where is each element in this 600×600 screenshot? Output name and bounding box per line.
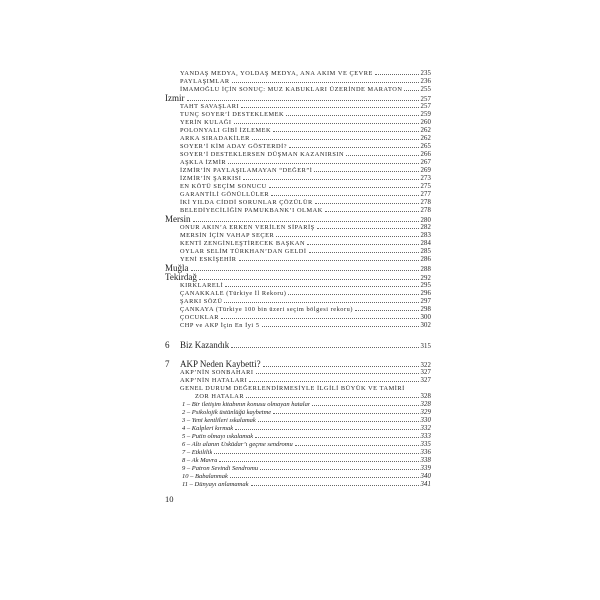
toc-entry <box>165 306 431 314</box>
toc-entry-title: MERSİN İÇİN VAHAP SEÇER <box>180 232 275 239</box>
dot-leader <box>307 244 418 245</box>
toc-entry <box>165 385 431 393</box>
dot-leader <box>219 461 418 462</box>
dot-leader <box>309 252 419 253</box>
toc-entry <box>165 119 431 127</box>
toc-entry <box>165 183 431 191</box>
toc-entry-title: İZMİR’İN ŞARKISI <box>180 175 242 182</box>
toc-entry-page: 260 <box>420 119 431 126</box>
toc-entry <box>165 207 431 215</box>
toc-entry-title: AKP’NİN HATALARI <box>180 376 248 384</box>
toc-entry-page: 284 <box>420 240 431 247</box>
dot-leader <box>404 90 418 91</box>
chapter-title: Biz Kazandık <box>180 340 230 350</box>
toc-entry-title: CHP ve AKP İçin En İyi 5 <box>180 322 260 329</box>
toc-entry <box>165 457 431 465</box>
toc-entry-page: 315 <box>420 342 431 350</box>
dot-leader <box>286 115 418 116</box>
dot-leader <box>262 326 419 327</box>
toc-entry <box>165 290 431 298</box>
toc-entry <box>165 369 431 377</box>
toc-entry <box>165 441 431 449</box>
dot-leader <box>221 318 418 319</box>
dot-leader <box>246 397 418 398</box>
toc-entry-page: 327 <box>420 368 431 376</box>
toc-entry <box>165 433 431 441</box>
toc-entry-title: AŞKLA İZMİR <box>180 159 227 166</box>
toc-entry-title: 10 – Babalanmak <box>182 472 228 480</box>
toc-entry-title: ARKA SIRADAKİLER <box>180 135 250 142</box>
toc-entry-page: 269 <box>420 167 431 174</box>
dot-leader <box>232 82 419 83</box>
toc-entry-page: 262 <box>420 127 431 134</box>
toc-entry-page: 280 <box>420 217 431 224</box>
dot-leader <box>243 179 418 180</box>
toc-entry-page: 298 <box>420 306 431 313</box>
chapter-title: AKP Neden Kaybetti? <box>180 359 261 369</box>
dot-leader <box>295 445 419 446</box>
toc-entry <box>165 191 431 199</box>
toc-entry-title: AKP’NİN SONBAHARI <box>180 368 254 376</box>
toc-entry <box>165 224 431 232</box>
dot-leader <box>231 347 418 348</box>
toc-entry-page: 288 <box>420 266 431 273</box>
dot-leader <box>288 294 418 295</box>
toc-entry-page: 336 <box>420 448 431 456</box>
toc-entry-title: ŞARKI SÖZÜ <box>180 298 223 305</box>
toc-entry-page: 333 <box>420 432 431 440</box>
toc-entry-title: TUNÇ SOYER’İ DESTEKLEMEK <box>180 111 285 118</box>
toc-entry <box>165 449 431 457</box>
toc-entry-page: 282 <box>420 224 431 231</box>
chapter-7-entry <box>165 360 431 369</box>
toc-entry <box>165 175 431 183</box>
toc-entry-page: 300 <box>420 314 431 321</box>
toc-section-title: Muğla <box>165 264 189 273</box>
dot-leader <box>317 228 419 229</box>
dot-leader <box>258 421 419 422</box>
dot-leader <box>263 366 419 367</box>
toc-entry-title: YENİ ESKİŞEHİR <box>180 256 237 263</box>
dot-leader <box>273 413 418 414</box>
toc-entry <box>165 199 431 207</box>
toc-entry <box>165 377 431 385</box>
dot-leader <box>225 286 418 287</box>
dot-leader <box>252 139 419 140</box>
toc-entry-title: 11 – Dünyayı anlamamak <box>182 480 249 488</box>
toc-entry <box>165 111 431 119</box>
toc-entry-page: 266 <box>420 151 431 158</box>
dot-leader <box>230 477 419 478</box>
toc-entry <box>165 314 431 322</box>
toc-entry-page: 328 <box>420 392 431 400</box>
dot-leader <box>325 211 419 212</box>
toc-section-title: Tekirdağ <box>165 273 197 282</box>
dot-leader <box>355 310 419 311</box>
toc-entry-page: 339 <box>420 464 431 472</box>
toc-entry-page: 340 <box>420 472 431 480</box>
toc-entry <box>165 103 431 111</box>
toc-entry-page: 329 <box>420 408 431 416</box>
dot-leader <box>315 203 419 204</box>
toc-entry <box>165 240 431 248</box>
toc-entry-page: 296 <box>420 290 431 297</box>
dot-leader <box>191 270 419 271</box>
toc-entry-page: 257 <box>420 96 431 103</box>
toc-entry-title: KENTİ ZENGİNLEŞTİRECEK BAŞKAN <box>180 240 306 247</box>
toc-entry-title: OYLAR SELİM TÜRKHAN’DAN GELDİ <box>180 248 307 255</box>
toc-entry <box>165 282 431 290</box>
toc-entry-title: POLONYALI GİBİ İZLEMEK <box>180 127 272 134</box>
toc-entry <box>165 167 431 175</box>
toc-entry <box>165 248 431 256</box>
toc-section-mersin <box>165 215 431 224</box>
toc-entry-page: 338 <box>420 456 431 464</box>
toc-entry-page: 265 <box>420 143 431 150</box>
toc-entry-page: 278 <box>420 199 431 206</box>
toc-entry <box>165 159 431 167</box>
toc-entry-page: 277 <box>420 191 431 198</box>
dot-leader <box>241 107 418 108</box>
toc-entry <box>165 78 431 86</box>
toc-entry <box>165 86 431 94</box>
toc-entry-title: 4 – Kalpleri kırmak <box>182 424 234 432</box>
toc-entry <box>165 473 431 481</box>
toc-entry-title: YANDAŞ MEDYA, YOLDAŞ MEDYA, ANA AKIM VE ÇEVRE <box>180 70 373 77</box>
toc-entry-page: 292 <box>420 275 431 282</box>
toc-entry <box>165 417 431 425</box>
toc-entry-page: 295 <box>420 282 431 289</box>
toc-section-izmir <box>165 94 431 103</box>
toc-entry-title: SOYER’İ DESTEKLERSEN DÜŞMAN KAZANIRSIN <box>180 151 345 158</box>
toc-entry-title: KIRKLARELİ <box>180 282 224 289</box>
toc-entry-page: 327 <box>420 376 431 384</box>
dot-leader <box>224 302 418 303</box>
toc-entry-title: 6 – Altı alanın Üsküdar’ı geçme sendromu <box>182 440 293 448</box>
toc-entry <box>165 322 431 330</box>
toc-section-mugla <box>165 264 431 273</box>
page-number: 10 <box>165 494 174 504</box>
toc-entry <box>165 151 431 159</box>
toc-entry-title: GARANTİLİ GÖNÜLLÜLER <box>180 191 270 198</box>
toc-entry-page: 257 <box>420 103 431 110</box>
toc-entry <box>165 481 431 489</box>
toc-entry-page: 335 <box>420 440 431 448</box>
toc-entry <box>165 409 431 417</box>
toc-entry-page: 275 <box>420 183 431 190</box>
toc-entry <box>165 127 431 135</box>
toc-entry <box>165 401 431 409</box>
toc-entry-title: 5 – Putin olmayı ıskalamak <box>182 432 254 440</box>
dot-leader <box>271 195 418 196</box>
toc-entry <box>165 135 431 143</box>
toc-entry-page: 262 <box>420 135 431 142</box>
toc-entry <box>165 143 431 151</box>
dot-leader <box>235 429 418 430</box>
dot-leader <box>276 236 418 237</box>
dot-leader <box>199 279 419 280</box>
toc-entry-page: 235 <box>420 70 431 77</box>
dot-leader <box>251 485 419 486</box>
toc-entry <box>165 70 431 78</box>
dot-leader <box>228 163 418 164</box>
toc-entry-title: 3 – Yeni kentlileri ıskalamak <box>182 416 256 424</box>
toc-entry-page: 236 <box>420 78 431 85</box>
dot-leader <box>375 74 419 75</box>
dot-leader <box>269 187 419 188</box>
toc-entry-title: 9 – Patron Sevindi Sendromu <box>182 464 259 472</box>
dot-leader <box>255 437 418 438</box>
toc-entry <box>165 256 431 264</box>
toc-entry-title: YERİN KULAĞI <box>180 119 232 126</box>
toc-entry-title: 1 – Bir iletişim kitabının konusu olmayan hatalar <box>182 400 311 408</box>
table-of-contents <box>165 70 431 489</box>
toc-entry-title: ÇANAKKALE (Türkiye İl Rekoru) <box>180 290 287 297</box>
dot-leader <box>249 381 418 382</box>
dot-leader <box>346 155 418 156</box>
dot-leader <box>289 147 418 148</box>
chapter-number: 6 <box>165 339 170 350</box>
toc-entry-title: TAHT SAVAŞLARI <box>180 103 240 110</box>
toc-entry-page: 283 <box>420 232 431 239</box>
toc-entry-title: İZMİR’İN PAYLAŞILAMAYAN “DEĞER”İ <box>180 167 313 174</box>
toc-entry <box>165 465 431 473</box>
dot-leader <box>193 221 419 222</box>
toc-entry-title: EN KÖTÜ SEÇİM SONUCU <box>180 183 267 190</box>
dot-leader <box>260 469 418 470</box>
toc-entry-page: 332 <box>420 424 431 432</box>
dot-leader <box>256 373 419 374</box>
chapter-6-entry <box>165 341 431 350</box>
toc-section-tekirdag <box>165 273 431 282</box>
toc-entry <box>165 425 431 433</box>
toc-entry-title: ÇANKAYA (Türkiye 100 bin üzeri seçim bölgesi rekoru) <box>180 306 353 313</box>
toc-entry-page: 328 <box>420 400 431 408</box>
dot-leader <box>312 405 418 406</box>
toc-entry-title: ZOR HATALAR <box>195 392 245 400</box>
dot-leader <box>239 260 419 261</box>
toc-entry-page: 278 <box>420 207 431 214</box>
dot-leader <box>234 123 419 124</box>
toc-entry <box>165 393 431 401</box>
toc-entry-page: 297 <box>420 298 431 305</box>
chapter-number: 7 <box>165 358 170 369</box>
toc-entry-page: 330 <box>420 416 431 424</box>
toc-entry-page: 267 <box>420 159 431 166</box>
toc-entry-page: 273 <box>420 175 431 182</box>
toc-entry-title: BELEDİYECİLİĞİN PAMUKBANK’I OLMAK <box>180 207 323 214</box>
toc-entry-page: 259 <box>420 111 431 118</box>
toc-entry-title: 2 – Psikolojik üstünlüğü kaybetme <box>182 408 272 416</box>
toc-entry-title: 7 – Etkililik <box>182 448 213 456</box>
dot-leader <box>214 453 418 454</box>
toc-entry-page: 285 <box>420 248 431 255</box>
toc-entry <box>165 232 431 240</box>
toc-entry-title: İKİ YILDA CİDDİ SORUNLAR ÇÖZÜLÜR <box>180 199 313 206</box>
toc-entry-page: 286 <box>420 256 431 263</box>
dot-leader <box>187 100 419 101</box>
toc-entry-title: ÇOCUKLAR <box>180 314 220 321</box>
toc-entry <box>165 298 431 306</box>
toc-entry-title: ONUR AKIN’A ERKEN VERİLEN SİPARİŞ <box>180 224 315 231</box>
toc-section-title: Mersin <box>165 215 191 224</box>
toc-entry-title: 8 – Ak Mavra <box>182 456 218 464</box>
toc-entry-page: 302 <box>420 322 431 329</box>
toc-entry-title: İMAMOĞLU İÇİN SONUÇ: MUZ KABUKLARI ÜZERİNDE MARATON <box>180 86 403 93</box>
toc-entry-title: GENEL DURUM DEĞERLENDİRMESİYLE İLGİLİ BÜYÜK VE TAMİRİ <box>180 384 405 392</box>
toc-entry-page: 322 <box>420 361 431 369</box>
toc-entry-page: 341 <box>420 480 431 488</box>
dot-leader <box>273 131 418 132</box>
toc-entry-page: 255 <box>420 86 431 93</box>
toc-entry-title: PAYLAŞIMLAR <box>180 78 230 85</box>
toc-entry-title: SOYER’İ KİM ADAY GÖSTERDİ? <box>180 143 288 150</box>
toc-section-title: İzmir <box>165 94 185 103</box>
dot-leader <box>314 171 418 172</box>
